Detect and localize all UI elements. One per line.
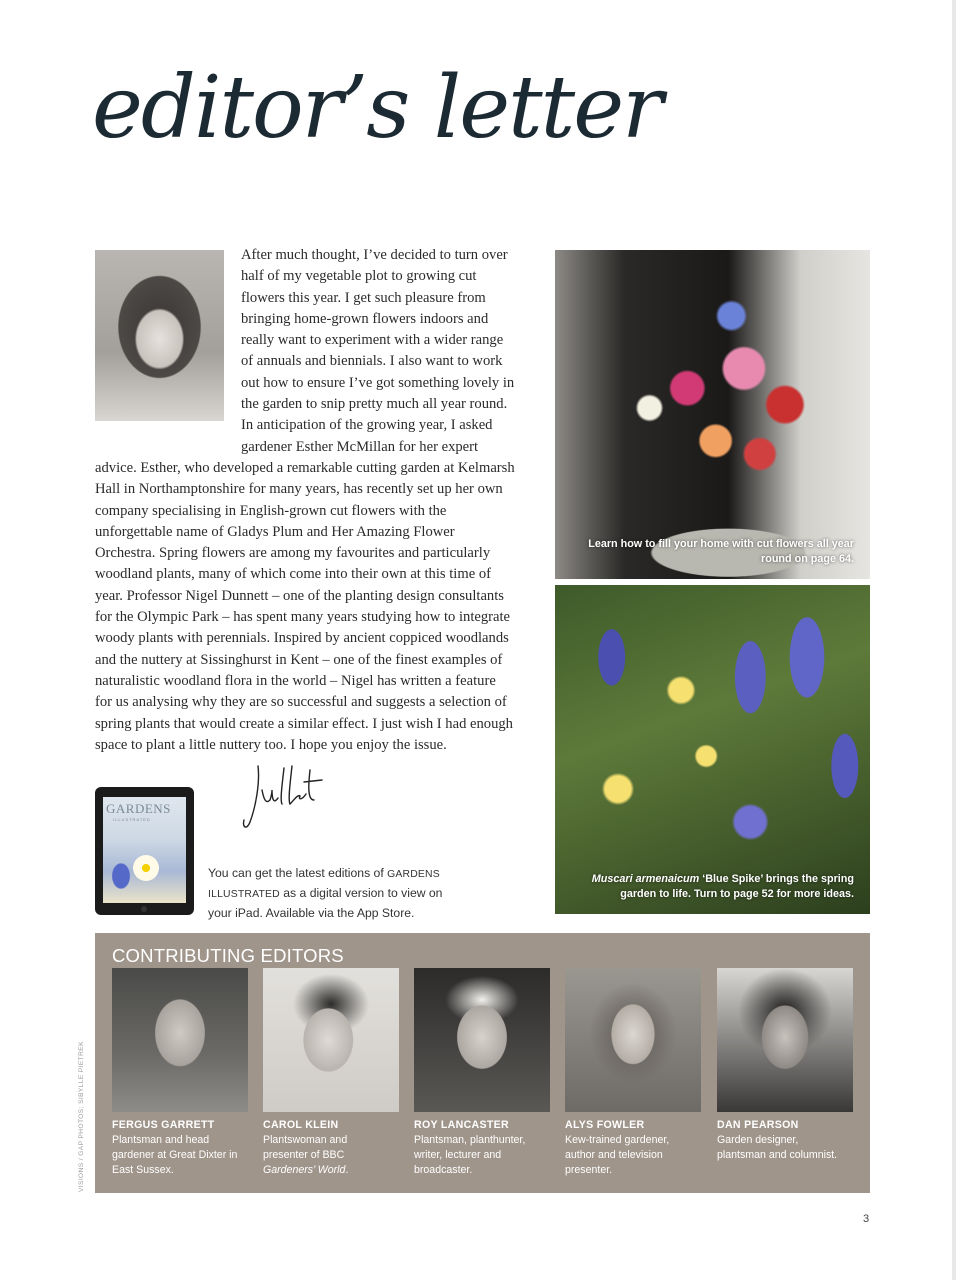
cover-flower-daffodil [131,853,161,883]
caption-species: Muscari armenaicum [591,873,700,885]
ipad-note [208,864,448,923]
letter-text: After much thought, I’ve decided to turn over half of my vegetable plot to growing cut flowers this year. I get such pleasure from bringing home-grown flowers indoors and really want to experiment with a wider range of annuals and biennials. I also want to work out how to ensure I’ve got something lovely in the garden to snip pretty much all year round. In anticipation of the growing year, I asked gardener Esther McMillan for her expert advice. Esther, who developed a remarkable cutting garden at Kelmarsh Hall in Northamptonshire for many years, has recently set up her own company specialising in English-grown cut flowers with the unforgettable name of Gladys Plum and Her Amazing Flower Orchestra. Spring flowers are among my favourites and particularly woodland plants, many of which come into their own at this time of year. Professor Nigel Dunnett – one of the planting design consultants for the Olympic Park – has spent many years studying how to integrate woody plants with perennials. Inspired by ancient coppiced woodlands and the nuttery at Sissinghurst in Kent – one of the finest examples of naturalistic woodland flora in the world – Nigel has written a feature for us analysing why they are so successful and suggests a selection of spring plants that would create a similar effect. I just wish I had enough space to plant a little nuttery too. I hope you enjoy the issue. [95,247,515,753]
cover-subtitle: ILLUSTRATED [113,817,151,822]
page-number: 3 [863,1213,870,1225]
letter-body [95,245,515,756]
ipad-note-suffix: as a digital version to view on your iPad. Available via the App Store. [208,886,443,920]
editor-photo [263,968,399,1112]
editor-name: ROY LANCASTER [414,1119,509,1131]
editor-photo [565,968,701,1112]
editor-bio: Kew-trained gardener, author and television presenter. [565,1134,670,1177]
editor-photo [717,968,853,1112]
editor-card [112,968,248,1179]
editor-bio: Garden designer, plantsman and columnist. [717,1134,838,1162]
caption-text: ‘Blue Spike’ brings the spring garden to life. Turn to page 52 for more ideas. [620,873,854,900]
editor-name: FERGUS GARRETT [112,1119,215,1131]
editor-card [565,968,701,1179]
editor-name: DAN PEARSON [717,1119,799,1131]
contributing-editors [95,933,870,1193]
ipad-note-prefix: You can get the latest editions of [208,866,384,880]
editor-bio-text: Plantswoman and presenter of BBC [263,1134,348,1162]
editor-bio [263,1133,393,1179]
ipad-image [95,787,194,915]
page-title: editor’s letter [92,58,662,158]
editor-bio: Plantsman and head gardener at Great Dixter in East Sussex. [112,1134,238,1177]
cover-title: GARDENS [106,801,171,816]
signature [240,760,340,836]
editor-bio-show: Gardeners’ World [263,1164,346,1177]
ipad-note-brand: GARDENS ILLUSTRATED [208,869,440,900]
editor-bio-end: . [345,1164,349,1177]
contributors-title: CONTRIBUTING EDITORS [112,945,344,966]
portrait-spacer [95,245,241,443]
muscari-photo [555,585,870,914]
editor-photo [414,968,550,1112]
editor-card [717,968,853,1163]
page-edge [952,0,956,1280]
editor-card [414,968,550,1179]
photo-caption-cut-flowers: Learn how to fill your home with cut flowers all year round on page 64. [588,538,854,565]
editor-name: ALYS FOWLER [565,1119,645,1131]
signature-stroke [244,766,322,827]
photo-credit: VISIONS / GAP PHOTOS; SIBYLLE PIETREK [78,1041,85,1192]
cut-flowers-photo [555,250,870,579]
editor-photo [112,968,248,1112]
editor-name: CAROL KLEIN [263,1119,339,1131]
editor-bio: Plantsman, planthunter, writer, lecturer and broadcaster. [414,1134,526,1177]
magazine-cover [103,797,186,903]
home-button-icon [141,906,147,912]
editor-card [263,968,399,1179]
photo-caption-muscari [555,872,854,902]
cover-flower-blue [109,859,133,893]
